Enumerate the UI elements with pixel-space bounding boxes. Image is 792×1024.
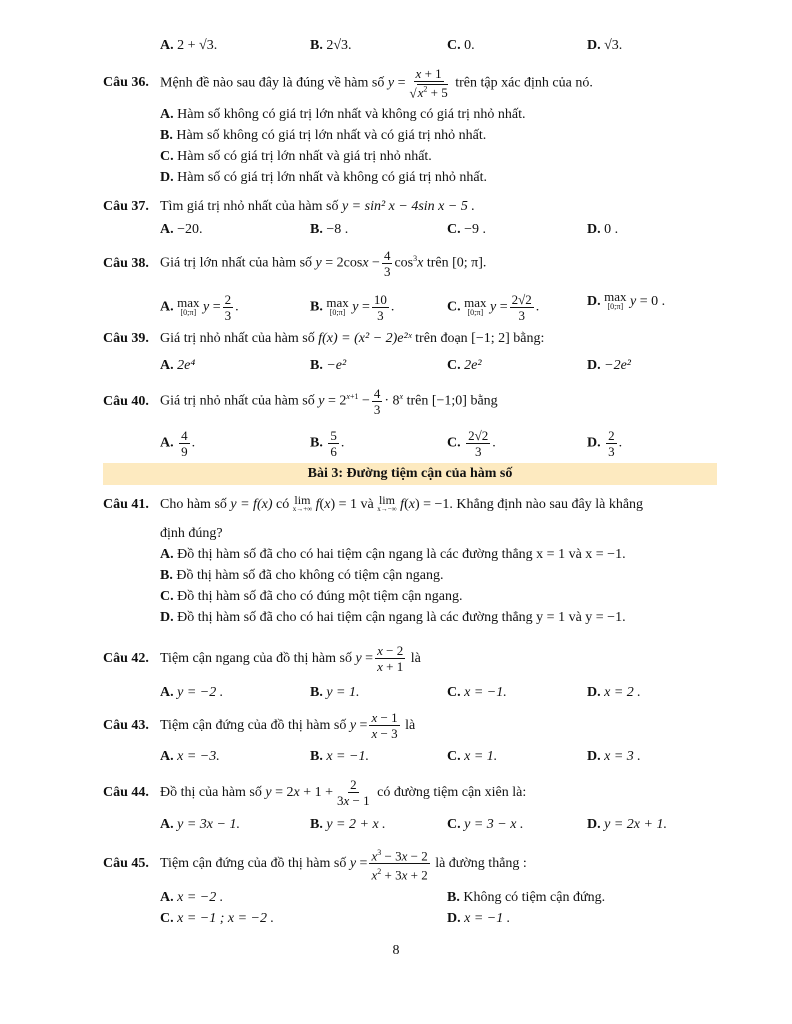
question-40: Câu 40. Giá trị nhỏ nhất của hàm số $y = 2^{x+1}$ − $\frac{4}{3}$ · $8^x$ trên [−1;0] bằng xyxy=(103,385,498,417)
question-42: Câu 42. Tiệm cận ngang của đồ thị hàm số y = $\frac{x - 2}{x + 1}$ là xyxy=(103,643,421,675)
question-text: Cho hàm số xyxy=(160,497,227,512)
q36-option-a: A. Hàm số không có giá trị lớn nhất và không có giá trị nhỏ nhất. xyxy=(160,107,526,122)
question-38: Câu 38. Giá trị lớn nhất của hàm số y = 2cosx − $\frac{4}{3}$ $\cos^3x$ trên [0; π]. xyxy=(103,247,487,279)
question-number: Câu 42. xyxy=(103,651,149,666)
option-a: A. 2 + √3. xyxy=(160,38,218,53)
q41-option-d: D. Đồ thị hàm số đã cho có hai tiệm cận ngang là các đường thẳng y = 1 và y = −1. xyxy=(160,610,626,625)
question-44: Câu 44. Đồ thị của hàm số y = 2x + 1 + $\frac{2}{3x - 1}$ có đường tiệm cận xiên là: xyxy=(103,777,527,809)
question-text-end: . Khẳng định nào sau đây là khẳng xyxy=(449,497,644,512)
options-row-prev xyxy=(160,36,717,58)
question-37 xyxy=(103,198,717,216)
q41-option-a: A. Đồ thị hàm số đã cho có hai tiệm cận ngang là các đường thẳng x = 1 và x = −1. xyxy=(160,547,626,562)
question-text-end: là xyxy=(410,651,421,666)
question-text: Giá trị lớn nhất của hàm số xyxy=(160,255,313,271)
option-d: D. √3. xyxy=(587,38,623,53)
question-text-end: trên tập xác định của nó. xyxy=(455,75,593,91)
q41-line2: định đúng? xyxy=(160,526,223,541)
question-text-end: là đường thẳng : xyxy=(435,856,527,872)
q36-option-c: C. Hàm số có giá trị lớn nhất và giá trị nhỏ nhất. xyxy=(160,149,432,164)
question-text-end: có đường tiệm cận xiên là: xyxy=(377,785,527,800)
question-text-mid: có xyxy=(275,497,290,512)
question-text: Đồ thị của hàm số xyxy=(160,785,262,800)
question-text: Tìm giá trị nhỏ nhất của hàm số xyxy=(160,199,339,214)
section-banner: Bài 3: Đường tiệm cận của hàm số xyxy=(103,463,717,485)
question-number: Câu 43. xyxy=(103,718,149,733)
q45-options-row2: C. x = −1 ; x = −2 . D. x = −1 . xyxy=(160,911,511,926)
q37-options: A. −20. B. −8 . C. −9 . D. 0 . xyxy=(160,222,619,237)
function-expression: f(x) = (x² − 2)e²ˣ xyxy=(318,331,412,346)
question-text-end: là xyxy=(405,718,416,733)
q36-option-d: D. Hàm số có giá trị lớn nhất và không có giá trị nhỏ nhất. xyxy=(160,170,488,185)
question-45: Câu 45. Tiệm cận đứng của đồ thị hàm số y = $\frac{x^3 - 3x - 2}{x^2 + 3x + 2}$ là đường thẳng : xyxy=(103,845,717,883)
question-text: Giá trị nhỏ nhất của hàm số xyxy=(160,331,315,346)
q44-options: A. y = 3x − 1. B. y = 2 + x . C. y = 3 − x . D. y = 2x + 1. xyxy=(160,817,667,832)
option-c: C. 0. xyxy=(447,38,475,53)
option-b: B. 2√3. xyxy=(310,38,352,53)
q41-option-c: C. Đồ thị hàm số đã cho có đúng một tiệm cận ngang. xyxy=(160,589,463,604)
q42-options: A. y = −2 . B. y = 1. C. x = −1. D. x = 2 . xyxy=(160,685,641,700)
question-text: Tiệm cận đứng của đồ thị hàm số xyxy=(160,856,347,872)
question-number: Câu 40. xyxy=(103,393,149,409)
question-number: Câu 38. xyxy=(103,255,149,271)
q45-options-row1: A. x = −2 . B. Không có tiệm cận đứng. xyxy=(160,890,606,905)
page-number: 8 xyxy=(392,943,400,958)
function-expression: y = sin² x − 4sin x − 5 . xyxy=(341,199,475,214)
q43-options: A. x = −3. B. x = −1. C. x = 1. D. x = 3 . xyxy=(160,749,641,764)
question-text: Mệnh đề nào sau đây là đúng về hàm số xyxy=(160,75,385,91)
question-text: Tiệm cận đứng của đồ thị hàm số xyxy=(160,718,347,733)
question-text: Tiệm cận ngang của đồ thị hàm số xyxy=(160,651,352,666)
q41-option-b: B. Đồ thị hàm số đã cho không có tiệm cận ngang. xyxy=(160,568,444,583)
question-number: Câu 37. xyxy=(103,199,149,214)
question-36: Câu 36. Mệnh đề nào sau đây là đúng về hàm số y = $\frac{x + 1}{√x^2 + 5}$ trên tập xác định của nó. xyxy=(103,66,593,101)
question-number: Câu 39. xyxy=(103,331,149,346)
question-text-end: trên [0; π]. xyxy=(426,255,487,271)
question-41: Câu 41. Cho hàm số y = f(x) có lim x→+∞ f(x) = 1 và lim x→−∞ f(x) = −1. Khẳng định nào sau đây là khẳng xyxy=(103,493,717,517)
function-expression: y = f(x) xyxy=(230,497,273,512)
question-text: Giá trị nhỏ nhất của hàm số xyxy=(160,393,315,409)
question-number: Câu 44. xyxy=(103,785,149,800)
q39-options: A. 2e⁴ B. −e² C. 2e² D. −2e² xyxy=(160,358,631,373)
question-text-end: trên [−1;0] bằng xyxy=(406,393,498,409)
question-number: Câu 41. xyxy=(103,497,149,512)
q36-option-b: B. Hàm số không có giá trị lớn nhất và có giá trị nhỏ nhất. xyxy=(160,128,487,143)
question-text-end: trên đoạn [−1; 2] bằng: xyxy=(415,331,545,346)
question-number: Câu 36. xyxy=(103,75,149,91)
question-39 xyxy=(103,330,717,348)
q40-options: A. $\frac{4}{9}$ . B. $\frac{5}{6}$ . C. $\frac{2√2}{3}$ . D. $\frac{2}{3}$ . xyxy=(160,428,623,459)
question-43: Câu 43. Tiệm cận đứng của đồ thị hàm số y = $\frac{x - 1}{x - 3}$ là xyxy=(103,710,416,742)
q38-options: A. max [0;π] y = $\frac{2}{3}$ . B. max [0;π] y = $\frac{10}{3}$ . C. max [0;π] y = $\frac{2√2}{3}$ . D. max [0;π] y = 0 . xyxy=(160,289,666,323)
question-number: Câu 45. xyxy=(103,856,149,872)
